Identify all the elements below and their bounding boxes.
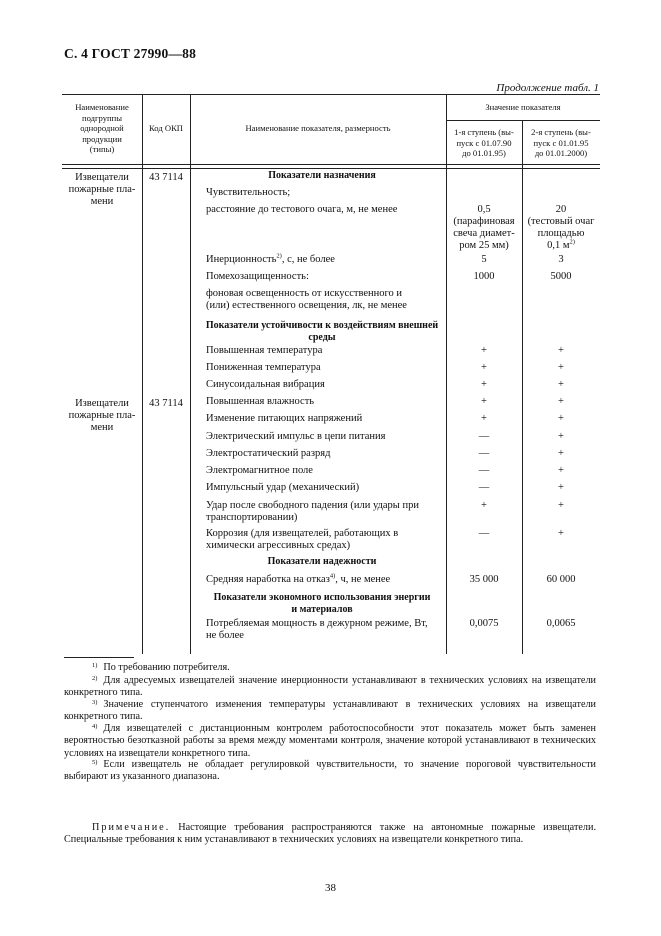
value-stage2: [522, 431, 600, 443]
section-heading: [198, 320, 446, 344]
value-text: свеча диамет-: [453, 228, 515, 239]
value-stage2: [522, 254, 600, 266]
value-stage2: [522, 448, 600, 460]
indicator-name: [206, 618, 446, 642]
indicator-name: [206, 431, 446, 443]
header-group: Наименование подгруппы однородной продукции (типы): [75, 102, 129, 154]
section-heading: [198, 170, 446, 182]
value-text: +: [558, 345, 564, 356]
value-stage2: [522, 379, 600, 391]
value-line: [522, 574, 600, 586]
value-text: 20: [555, 204, 567, 215]
value-line: [522, 240, 600, 252]
value-line: [522, 482, 600, 494]
indicator-name: [206, 288, 446, 312]
value-line: [446, 482, 522, 494]
value-text: +: [481, 500, 487, 511]
header-value: Значение показателя: [485, 102, 561, 112]
footnote: [64, 697, 596, 724]
table-continuation-label: Продолжение табл. 1: [496, 82, 599, 94]
group-okp: 43 7114: [149, 398, 183, 409]
indicator-name: [206, 345, 446, 357]
value-line: [522, 228, 600, 240]
value-stage1: [446, 396, 522, 408]
value-line: [446, 465, 522, 477]
indicator-name: [206, 448, 446, 460]
value-line: [446, 345, 522, 357]
group-name: Извещатели пожарные пла- мени: [68, 398, 136, 433]
value-line: [446, 574, 522, 586]
section-heading: [198, 556, 446, 568]
indicator-name: [206, 204, 446, 216]
value-line: [446, 362, 522, 374]
value-stage1: [446, 500, 522, 512]
value-text: +: [558, 500, 564, 511]
footnote: [64, 673, 596, 700]
header-stage2: 2-я ступень (вы- пуск с 01.01.95 до 01.01.2000): [531, 127, 591, 158]
value-text: 60 000: [546, 574, 576, 585]
footnote-mark: 3): [92, 699, 98, 706]
indicator-line: Синусоидальная вибрация: [206, 379, 325, 390]
value-line: [446, 271, 522, 283]
footnote-divider: [64, 657, 134, 658]
value-line: [446, 228, 522, 240]
indicator-line: Коррозия (для извещателей, работающих в: [206, 528, 399, 539]
value-line: [446, 216, 522, 228]
indicator-name: [206, 500, 446, 524]
indicator-line: среды: [308, 332, 336, 343]
indicator-unit: , ч, не менее: [335, 574, 391, 585]
value-text: 35 000: [469, 574, 499, 585]
value-text: 5: [481, 254, 487, 265]
indicator-line: Электромагнитное поле: [206, 465, 313, 476]
value-stage1: [446, 618, 522, 630]
indicator-line: Пониженная температура: [206, 362, 321, 373]
value-line: [522, 204, 600, 216]
value-line: [446, 413, 522, 425]
footnote-text: Значение ступенчатого изменения температуры устанавливают в технических условиях на извещатели конкретного типа.: [64, 699, 596, 723]
value-text: 1000: [473, 271, 495, 282]
value-stage1: [446, 448, 522, 460]
value-line: [522, 345, 600, 357]
value-text: —: [478, 448, 490, 459]
value-stage2: [522, 271, 600, 283]
value-text: —: [478, 482, 490, 493]
value-text: 0,0065: [546, 618, 576, 629]
value-line: [446, 379, 522, 391]
value-line: [446, 254, 522, 266]
value-stage2: [522, 362, 600, 374]
value-text: +: [481, 345, 487, 356]
value-text: —: [478, 431, 490, 442]
note-text: Настоящие требования распространяются также на автономные пожарные извещатели. Специальные требования к ним устанавливают в технических условиях на извещатели конкретного типа.: [64, 822, 596, 846]
indicator-line: Инерционность: [206, 254, 277, 265]
value-text: +: [558, 465, 564, 476]
header-okp: Код ОКП: [148, 123, 184, 133]
value-line: [446, 396, 522, 408]
value-stage1: [446, 528, 522, 540]
header-stage1: 1-я ступень (вы- пуск с 01.07.90 до 01.01.95): [454, 127, 514, 158]
indicator-line: химически агрессивных средах): [206, 540, 351, 551]
value-stage1: [446, 465, 522, 477]
value-line: [522, 271, 600, 283]
value-text: (парафиновая: [453, 216, 515, 227]
value-stage2: [522, 396, 600, 408]
indicator-line: Импульсный удар (механический): [206, 482, 360, 493]
indicator-name: [206, 254, 446, 266]
indicator-line: Повышенная температура: [206, 345, 323, 356]
value-text: +: [558, 362, 564, 373]
indicator-name: [206, 396, 446, 408]
value-stage2: [522, 482, 600, 494]
value-text: —: [478, 528, 490, 539]
value-stage2: [522, 500, 600, 512]
value-line: [446, 500, 522, 512]
indicator-line: Средняя наработка на отказ: [206, 574, 330, 585]
value-line: [522, 528, 600, 540]
indicator-line: не более: [206, 630, 244, 641]
footnote-text: Для извещателей с дистанционным контролем работоспособности этот показатель может быть заменен вероятностью безотказной работы за время между моментами контроля, значение которой устанавливают в технических условиях на извещатели конкретного типа.: [64, 723, 596, 759]
value-stage2: [522, 574, 600, 586]
indicator-name: [206, 379, 446, 391]
value-stage2: [522, 618, 600, 630]
group-okp: 43 7114: [149, 172, 183, 183]
indicator-line: Помехозащищенность:: [206, 271, 309, 282]
indicator-line: транспортировании): [206, 512, 298, 523]
value-stage2: [522, 345, 600, 357]
value-text: ром 25 мм): [459, 240, 509, 251]
footnote-text: Для адресуемых извещателей значение инерционности устанавливают в технических условиях на извещатели конкретного типа.: [64, 675, 596, 699]
indicator-line: Потребляемая мощность в дежурном режиме, Вт,: [206, 618, 428, 629]
footnote-ref: 2): [276, 252, 282, 260]
indicator-line: Показатели назначения: [268, 170, 376, 181]
value-text: +: [558, 413, 564, 424]
value-text: 0,0075: [469, 618, 499, 629]
value-text: +: [558, 379, 564, 390]
value-text: +: [481, 396, 487, 407]
footnote-mark: 5): [92, 759, 98, 766]
page-header: С. 4 ГОСТ 27990—88: [64, 46, 197, 61]
value-line: [522, 465, 600, 477]
value-text: +: [481, 413, 487, 424]
indicator-unit: , с, не более: [281, 254, 335, 265]
indicator-line: Изменение питающих напряжений: [206, 413, 363, 424]
value-stage1: [446, 271, 522, 283]
footnote-text: По требованию потребителя.: [103, 662, 230, 673]
value-text: +: [481, 379, 487, 390]
value-text: +: [558, 396, 564, 407]
value-text: +: [558, 431, 564, 442]
value-line: [446, 204, 522, 216]
value-line: [522, 216, 600, 228]
value-stage1: [446, 379, 522, 391]
value-line: [522, 448, 600, 460]
value-stage1: [446, 362, 522, 374]
indicator-name: [206, 528, 446, 552]
footnote: [64, 721, 596, 760]
page-number: 38: [325, 882, 336, 894]
value-text: 5000: [550, 271, 572, 282]
indicator-line: Показатели устойчивости к воздействиям внешней: [205, 320, 439, 331]
section-heading: [198, 592, 446, 616]
value-text: —: [478, 465, 490, 476]
value-text: 0,1 м: [547, 240, 570, 251]
indicator-name: [206, 482, 446, 494]
indicator-name: [206, 574, 446, 586]
footnote: [64, 757, 596, 784]
value-stage1: [446, 413, 522, 425]
indicator-line: Чувствительность;: [206, 187, 291, 198]
value-line: [446, 528, 522, 540]
value-text: +: [558, 482, 564, 493]
value-line: [522, 618, 600, 630]
footnote-ref: 2): [569, 238, 575, 246]
value-stage1: [446, 204, 522, 252]
value-text: 0,5: [477, 204, 491, 215]
value-stage1: [446, 482, 522, 494]
footnote-ref: 4): [329, 572, 336, 580]
value-line: [522, 254, 600, 266]
value-line: [522, 500, 600, 512]
indicator-line: Повышенная влажность: [206, 396, 315, 407]
footnote-text: Если извещатель не обладает регулировкой чувствительности, то значение пороговой чувствительности выбирают из указанного диапазона.: [64, 759, 596, 783]
indicator-line: Показатели экономного использования энергии: [213, 592, 431, 603]
value-stage1: [446, 345, 522, 357]
indicator-line: расстояние до тестового очага, м, не менее: [206, 204, 398, 215]
value-line: [446, 618, 522, 630]
value-text: (тестовый очаг: [527, 216, 595, 227]
indicator-line: Показатели надежности: [267, 556, 377, 567]
value-stage2: [522, 528, 600, 540]
value-line: [522, 396, 600, 408]
note: [64, 822, 596, 847]
value-stage1: [446, 574, 522, 586]
indicator-line: фоновая освещенность от искусственного и: [206, 288, 403, 299]
value-stage1: [446, 254, 522, 266]
value-stage2: [522, 413, 600, 425]
indicator-name: [206, 413, 446, 425]
value-stage2: [522, 204, 600, 252]
footnote-mark: 4): [92, 723, 98, 730]
requirements-table: [62, 94, 600, 654]
value-stage2: [522, 465, 600, 477]
value-stage1: [446, 431, 522, 443]
indicator-name: [206, 465, 446, 477]
value-text: +: [558, 448, 564, 459]
value-line: [446, 240, 522, 252]
indicator-line: Электростатический разряд: [206, 448, 331, 459]
group-name: Извещатели пожарные пла- мени: [68, 172, 136, 207]
indicator-name: [206, 362, 446, 374]
value-line: [522, 413, 600, 425]
indicator-line: Электрический импульс в цепи питания: [206, 431, 386, 442]
value-line: [446, 431, 522, 443]
value-text: +: [481, 362, 487, 373]
note-label: Примечание.: [92, 822, 171, 833]
header-indicator: Наименование показателя, размерность: [245, 123, 391, 133]
value-line: [522, 362, 600, 374]
value-line: [446, 448, 522, 460]
indicator-line: и материалов: [291, 604, 353, 615]
indicator-line: (или) естественного освещения, лк, не менее: [206, 300, 407, 311]
indicator-name: [206, 187, 446, 199]
value-text: +: [558, 528, 564, 539]
footnote-mark: 1): [92, 662, 98, 669]
value-text: площадью: [537, 228, 585, 239]
indicator-name: [206, 271, 446, 283]
value-line: [522, 379, 600, 391]
value-line: [522, 431, 600, 443]
indicator-line: Удар после свободного падения (или удары при: [206, 500, 419, 511]
footnote-mark: 2): [92, 675, 98, 682]
value-text: 3: [558, 254, 564, 265]
